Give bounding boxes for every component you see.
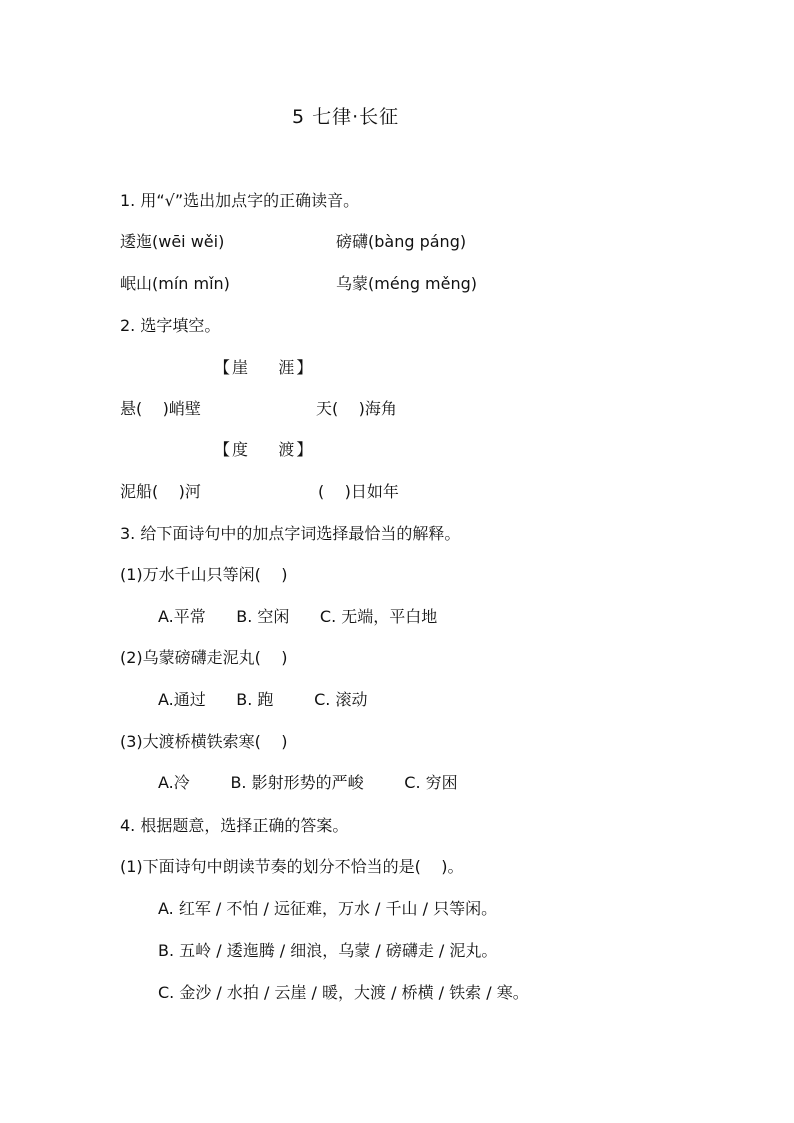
question-4-prompt: 4. 根据题意，选择正确的答案。 — [120, 816, 349, 835]
q2-group1-blank2: 天( )海角 — [316, 399, 397, 418]
q3-sub2-options: A.通过 B. 跑 C. 滚动 — [158, 690, 368, 709]
q2-group1-blank1: 悬( )峭壁 — [120, 399, 201, 418]
page-title: 5 七律·长征 — [292, 106, 400, 128]
question-3-prompt: 3. 给下面诗句中的加点字词选择最恰当的解释。 — [120, 524, 461, 543]
q1-item-pangbo: 磅礴(bàng páng) — [336, 232, 467, 251]
question-1-prompt: 1. 用“√”选出加点字的正确读音。 — [120, 191, 360, 210]
question-2-prompt: 2. 选字填空。 — [120, 316, 221, 335]
q3-sub3-stem: (3)大渡桥横铁索寒( ) — [120, 732, 288, 751]
q3-sub1-options: A.平常 B. 空闲 C. 无端，平白地 — [158, 607, 438, 626]
q4-sub1-stem: (1)下面诗句中朗读节奏的划分不恰当的是( )。 — [120, 857, 464, 876]
q1-item-wumeng: 乌蒙(méng měng) — [336, 274, 478, 293]
q3-sub3-options: A.冷 B. 影射形势的严峻 C. 穷困 — [158, 773, 458, 792]
q1-item-minshan: 岷山(mín mǐn) — [120, 274, 230, 293]
q4-sub1-option-a: A. 红军 / 不怕 / 远征难，万水 / 千山 / 只等闲。 — [158, 899, 498, 918]
q2-group2-label: 【度 渡】 — [214, 440, 315, 459]
q2-group2-blank2: ( )日如年 — [318, 482, 399, 501]
q1-item-weiyi: 逶迤(wēi wěi) — [120, 232, 225, 251]
q3-sub2-stem: (2)乌蒙磅礴走泥丸( ) — [120, 648, 288, 667]
q4-sub1-option-b: B. 五岭 / 逶迤腾 / 细浪，乌蒙 / 磅礴走 / 泥丸。 — [158, 941, 498, 960]
q3-sub1-stem: (1)万水千山只等闲( ) — [120, 565, 288, 584]
q4-sub1-option-c: C. 金沙 / 水拍 / 云崖 / 暖，大渡 / 桥横 / 铁索 / 寒。 — [158, 983, 529, 1002]
q2-group1-label: 【崖 涯】 — [214, 358, 315, 377]
q2-group2-blank1: 泥船( )河 — [120, 482, 201, 501]
